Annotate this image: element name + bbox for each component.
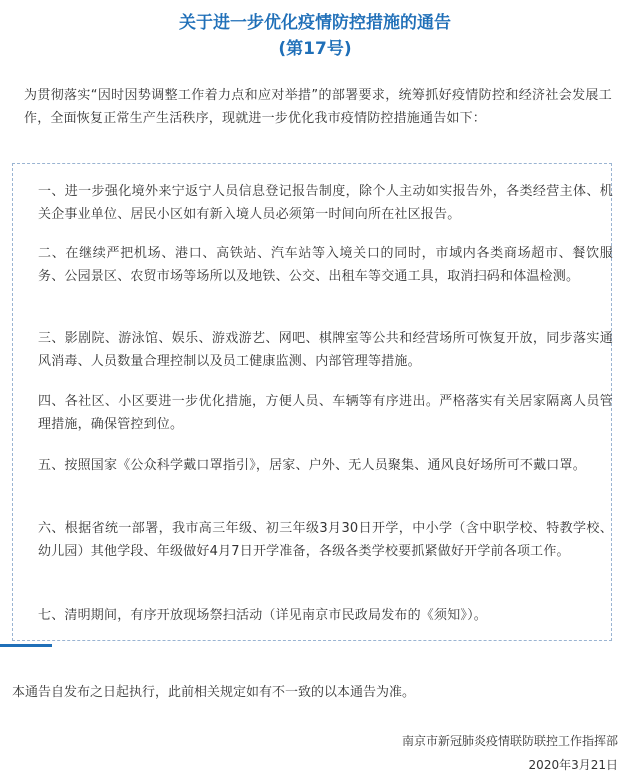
measure-item-7: 七、清明期间，有序开放现场祭扫活动（详见南京市民政局发布的《须知》）。 bbox=[38, 608, 488, 623]
issuer-signature: 南京市新冠肺炎疫情联防联控工作指挥部 bbox=[401, 734, 618, 748]
measure-item-6: 六、根据省统一部署，我市高三年级、初三年级3月30日开学，中小学（含中职学校、特教学校、幼儿园）其他学段、年级做好4月7日开学准备，各级各类学校要抓紧做好开学前各项工作。 bbox=[38, 521, 613, 559]
effective-statement: 本通告自发布之日起执行，此前相关规定如有不一致的以本通告为准。 bbox=[12, 685, 416, 700]
intro-paragraph: 为贯彻落实“因时因势调整工作着力点和应对举措”的部署要求，统筹抓好疫情防控和经济社会发展工作，全面恢复正常生产生活秩序，现就进一步优化我市疫情防控措施通告如下： bbox=[24, 88, 612, 126]
issue-date: 2020年3月21日 bbox=[528, 758, 618, 772]
notice-number: (第17号) bbox=[278, 39, 352, 59]
measures-box bbox=[12, 163, 612, 641]
measure-item-1: 一、进一步强化境外来宁返宁人员信息登记报告制度，除个人主动如实报告外，各类经营主体、机关企事业单位、居民小区如有新入境人员必须第一时间向所在社区报告。 bbox=[38, 184, 613, 222]
measure-item-4: 四、各社区、小区要进一步优化措施，方便人员、车辆等有序进出。严格落实有关居家隔离人员管理措施，确保管控到位。 bbox=[38, 394, 613, 432]
measure-item-2: 二、在继续严把机场、港口、高铁站、汽车站等入境关口的同时，市域内各类商场超市、餐饮服务、公园景区、农贸市场等场所以及地铁、公交、出租车等交通工具，取消扫码和体温检测。 bbox=[38, 246, 613, 284]
accent-bar bbox=[0, 644, 52, 647]
notice-title: 关于进一步优化疫情防控措施的通告 bbox=[179, 13, 451, 33]
measure-item-5: 五、按照国家《公众科学戴口罩指引》，居家、户外、无人员聚集、通风良好场所可不戴口罩。 bbox=[38, 458, 586, 473]
measure-item-3: 三、影剧院、游泳馆、娱乐、游戏游艺、网吧、棋牌室等公共和经营场所可恢复开放，同步落实通风消毒、人员数量合理控制以及员工健康监测、内部管理等措施。 bbox=[38, 331, 613, 369]
